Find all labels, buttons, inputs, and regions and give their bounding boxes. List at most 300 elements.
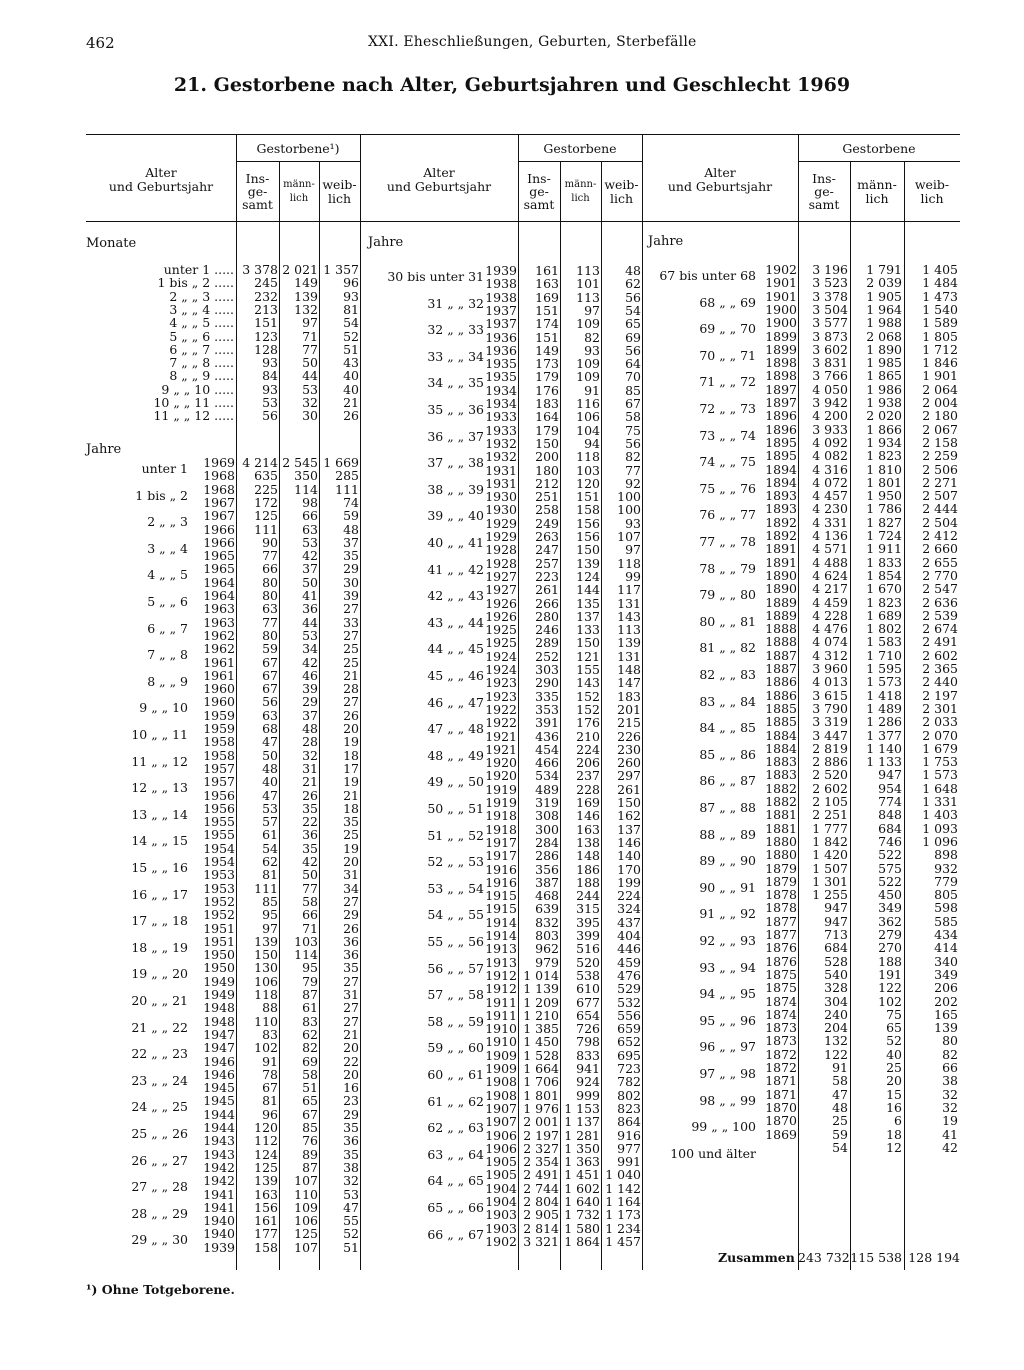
value-maennlich: 82: [584, 329, 600, 345]
value-weiblich: 19: [343, 774, 359, 790]
birth-year: 1928: [485, 555, 517, 571]
value-maennlich: 107: [294, 1239, 318, 1255]
value-insgesamt: 466: [535, 755, 559, 771]
header-subrule-3: [798, 161, 960, 162]
birth-year: 1893: [765, 501, 797, 517]
table-title: 21. Gestorbene nach Alter, Geburtsjahren und Geschlecht 1969: [173, 74, 851, 96]
value-insgesamt: 3 523: [812, 275, 848, 291]
running-header: XXI. Eheschließungen, Geburten, Sterbefälle: [368, 34, 697, 50]
value-weiblich: 107: [617, 529, 641, 544]
value-maennlich: 52: [886, 1033, 902, 1049]
value-maennlich: 42: [302, 548, 318, 564]
age-label: 84 „ „ 85: [699, 720, 756, 736]
birth-year: 1934: [485, 396, 517, 411]
value-insgesamt: 304: [824, 993, 848, 1009]
value-insgesamt: 124: [254, 1146, 278, 1162]
value-weiblich: 1 901: [922, 368, 958, 384]
age-label: 8 „ „ 9: [147, 673, 188, 689]
value-maennlich: 79: [302, 973, 318, 989]
value-weiblich: 2 197: [922, 687, 958, 703]
birth-year: 1942: [203, 1173, 235, 1189]
age-label: 50 „ „ 51: [427, 801, 484, 816]
value-insgesamt: 91: [262, 1053, 278, 1069]
birth-year: 1931: [485, 475, 517, 491]
birth-year: 1948: [203, 1013, 235, 1029]
value-maennlich: 244: [576, 888, 600, 904]
birth-year: 1966: [203, 534, 235, 550]
value-insgesamt: 979: [535, 954, 559, 970]
value-maennlich: 610: [576, 981, 600, 997]
birth-year: 1895: [765, 434, 797, 450]
value-weiblich: 82: [942, 1046, 958, 1062]
value-weiblich: 1 484: [922, 275, 958, 291]
value-weiblich: 25: [343, 827, 359, 843]
birth-year: 1890: [765, 581, 797, 597]
value-maennlich: 95: [302, 960, 318, 976]
birth-year: 1873: [765, 1033, 797, 1049]
birth-year: 1886: [765, 687, 797, 703]
value-maennlich: 1 350: [564, 1140, 600, 1156]
age-label: 74 „ „ 75: [699, 454, 756, 470]
birth-year: 1913: [485, 954, 517, 970]
value-maennlich: 48: [302, 721, 318, 736]
birth-year: 1880: [765, 833, 797, 849]
value-weiblich: 226: [617, 728, 641, 744]
value-weiblich: 21: [343, 667, 359, 683]
value-insgesamt: 88: [262, 1000, 278, 1016]
birth-year: 1900: [765, 301, 797, 317]
header-maenn: männ-: [283, 179, 315, 190]
value-insgesamt: 139: [254, 1173, 278, 1189]
birth-year: 1918: [485, 821, 517, 837]
value-insgesamt: 2 602: [812, 780, 848, 796]
value-weiblich: 2 636: [922, 594, 958, 610]
value-weiblich: 2 602: [922, 647, 958, 663]
value-insgesamt: 95: [262, 907, 278, 923]
birth-year: 1876: [765, 953, 797, 969]
value-maennlich: 61: [302, 1000, 318, 1016]
header-ins: Ins-: [812, 171, 836, 186]
value-insgesamt: 150: [535, 435, 559, 451]
value-maennlich: 12: [886, 1139, 902, 1155]
value-maennlich: 87: [302, 987, 318, 1002]
birth-year: 1941: [203, 1186, 235, 1202]
birth-year: 1954: [203, 840, 235, 856]
birth-year: 1902: [765, 262, 797, 277]
value-weiblich: 19: [343, 840, 359, 856]
birth-year: 1913: [485, 941, 517, 957]
birth-year: 1870: [765, 1113, 797, 1129]
value-insgesamt: 803: [535, 928, 559, 943]
birth-year: 1905: [485, 1154, 517, 1170]
value-insgesamt: 335: [535, 688, 559, 704]
age-label: 45 „ „ 46: [427, 668, 484, 683]
value-weiblich: 21: [343, 395, 359, 410]
value-weiblich: 41: [942, 1126, 958, 1142]
value-maennlich: 30: [302, 408, 318, 424]
birth-year: 1935: [485, 356, 517, 372]
value-weiblich: 25: [343, 641, 359, 657]
age-label: 17 „ „ 18: [131, 913, 188, 929]
value-insgesamt: 120: [254, 1120, 278, 1135]
section-jahre: Jahre: [86, 442, 122, 457]
value-maennlich: 1 451: [564, 1167, 600, 1183]
birth-year: 1923: [485, 675, 517, 691]
birth-year: 1952: [203, 907, 235, 923]
birth-year: 1888: [765, 634, 797, 650]
birth-year: 1928: [485, 542, 517, 558]
value-insgesamt: 118: [254, 987, 278, 1002]
value-insgesamt: 102: [254, 1040, 278, 1056]
value-insgesamt: 48: [262, 760, 278, 776]
value-weiblich: 1 669: [323, 455, 359, 470]
value-weiblich: 27: [343, 893, 359, 909]
value-maennlich: 21: [302, 774, 318, 790]
birth-year: 1926: [485, 608, 517, 624]
value-insgesamt: 59: [832, 1126, 848, 1142]
value-weiblich: 35: [343, 1146, 359, 1162]
value-weiblich: 32: [942, 1099, 958, 1115]
birth-year: 1966: [203, 521, 235, 537]
value-insgesamt: 540: [824, 966, 848, 982]
value-maennlich: 684: [878, 820, 902, 836]
value-maennlich: 1 938: [866, 395, 902, 410]
age-label: 15 „ „ 16: [131, 860, 188, 875]
value-maennlich: 125: [294, 1226, 318, 1242]
birth-year: 1938: [485, 289, 517, 305]
value-maennlich: 349: [878, 900, 902, 916]
value-insgesamt: 112: [254, 1133, 278, 1149]
value-insgesamt: 176: [535, 382, 559, 398]
birth-year: 1933: [485, 422, 517, 438]
age-label: 80 „ „ 81: [699, 613, 756, 629]
value-maennlich: 1 986: [866, 381, 902, 397]
value-weiblich: 183: [617, 688, 641, 704]
value-insgesamt: 3 602: [812, 341, 848, 357]
value-weiblich: 215: [617, 715, 641, 731]
age-label: 31 „ „ 32: [427, 295, 484, 311]
value-insgesamt: 225: [254, 481, 278, 497]
value-maennlich: 315: [576, 901, 600, 917]
age-label: 70 „ „ 71: [699, 347, 756, 363]
value-weiblich: 36: [343, 947, 359, 963]
birth-year: 1967: [203, 494, 235, 510]
birth-year: 1958: [203, 747, 235, 763]
birth-year: 1929: [485, 529, 517, 544]
value-maennlich: 1 153: [564, 1100, 600, 1116]
age-label: 28 „ „ 29: [131, 1205, 188, 1221]
birth-year: 1885: [765, 700, 797, 716]
value-insgesamt: 93: [262, 355, 278, 371]
value-maennlich: 279: [878, 927, 902, 942]
value-insgesamt: 151: [254, 315, 278, 331]
value-insgesamt: 67: [262, 667, 278, 683]
value-weiblich: 2 158: [922, 434, 958, 450]
value-maennlich: 114: [294, 947, 318, 963]
value-insgesamt: 2 804: [523, 1194, 559, 1209]
value-insgesamt: 81: [262, 867, 278, 883]
value-maennlich: 270: [878, 940, 902, 956]
birth-year: 1897: [765, 395, 797, 410]
age-label: 83 „ „ 84: [699, 693, 756, 709]
age-label: 53 „ „ 54: [427, 880, 484, 896]
value-insgesamt: 1 507: [812, 860, 848, 876]
age-label: 76 „ „ 77: [699, 507, 756, 523]
value-insgesamt: 54: [832, 1139, 848, 1155]
value-insgesamt: 63: [262, 707, 278, 723]
value-insgesamt: 240: [824, 1006, 848, 1022]
value-maennlich: 87: [302, 1159, 318, 1175]
birth-year: 1933: [485, 409, 517, 425]
value-weiblich: 165: [934, 1006, 958, 1022]
value-weiblich: 29: [343, 1106, 359, 1122]
value-weiblich: 51: [343, 341, 359, 357]
birth-year: 1946: [203, 1053, 235, 1069]
age-label: 34 „ „ 35: [427, 375, 484, 391]
value-maennlich: 176: [576, 715, 600, 731]
value-insgesamt: 47: [262, 787, 278, 803]
value-maennlich: 146: [576, 808, 600, 824]
age-label: 30 bis unter 31: [387, 269, 484, 284]
birth-year: 1960: [203, 681, 235, 697]
value-insgesamt: 130: [254, 960, 278, 976]
age-label: 10 „ „ 11 .....: [153, 395, 234, 410]
total-maennlich: 115 538: [850, 1250, 902, 1265]
value-insgesamt: 261: [535, 582, 559, 598]
value-insgesamt: 2 886: [812, 754, 848, 770]
value-maennlich: 149: [294, 275, 318, 291]
value-insgesamt: 179: [535, 422, 559, 438]
value-insgesamt: 110: [254, 1013, 278, 1029]
value-maennlich: 538: [576, 967, 600, 983]
age-label: 77 „ „ 78: [699, 534, 756, 549]
age-label: 20 „ „ 21: [131, 993, 188, 1008]
value-maennlich: 1 827: [866, 514, 902, 530]
value-weiblich: 823: [617, 1100, 641, 1116]
birth-year: 1903: [485, 1207, 517, 1223]
value-weiblich: 148: [617, 662, 641, 677]
value-insgesamt: 3 615: [812, 687, 848, 703]
birth-year: 1936: [485, 329, 517, 345]
value-insgesamt: 2 814: [523, 1220, 559, 1236]
birth-year: 1909: [485, 1047, 517, 1063]
value-maennlich: 103: [294, 933, 318, 949]
value-weiblich: 51: [343, 1239, 359, 1255]
birth-year: 1885: [765, 714, 797, 730]
value-maennlich: 120: [576, 475, 600, 491]
value-weiblich: 21: [343, 787, 359, 803]
value-weiblich: 38: [942, 1073, 958, 1089]
birth-year: 1890: [765, 567, 797, 583]
value-maennlich: 924: [576, 1074, 600, 1090]
header-alter: Alter: [145, 165, 177, 180]
value-weiblich: 2 674: [922, 621, 958, 637]
age-label: 4 „ „ 5 .....: [169, 315, 234, 331]
birth-year: 1922: [485, 715, 517, 731]
birth-year: 1905: [485, 1167, 517, 1183]
age-label: 13 „ „ 14: [131, 806, 188, 822]
value-weiblich: 261: [617, 781, 641, 797]
birth-year: 1891: [765, 554, 797, 570]
age-label: 4 „ „ 5: [147, 567, 188, 583]
birth-year: 1887: [765, 647, 797, 663]
value-weiblich: 100: [617, 489, 641, 505]
value-insgesamt: 213: [254, 301, 278, 317]
value-weiblich: 202: [934, 993, 958, 1009]
age-label: 42 „ „ 43: [427, 588, 484, 604]
value-weiblich: 47: [343, 1199, 359, 1215]
value-maennlich: 150: [576, 635, 600, 651]
value-insgesamt: 47: [832, 1086, 848, 1102]
value-insgesamt: 4 136: [812, 528, 848, 543]
age-label: 51 „ „ 52: [427, 827, 484, 843]
value-weiblich: 1 093: [922, 820, 958, 836]
value-weiblich: 2 504: [922, 514, 958, 530]
value-weiblich: 2 539: [922, 607, 958, 623]
birth-year: 1938: [485, 276, 517, 292]
value-weiblich: 659: [617, 1021, 641, 1037]
value-weiblich: 139: [617, 635, 641, 651]
age-label: 86 „ „ 87: [699, 773, 756, 789]
birth-year: 1968: [203, 468, 235, 484]
value-weiblich: 529: [617, 981, 641, 997]
birth-year: 1903: [485, 1220, 517, 1236]
value-weiblich: 2 271: [922, 474, 958, 490]
value-maennlich: 36: [302, 827, 318, 843]
value-weiblich: 18: [343, 747, 359, 763]
value-insgesamt: 62: [262, 854, 278, 869]
value-maennlich: 18: [886, 1126, 902, 1142]
value-maennlich: 103: [576, 462, 600, 478]
value-maennlich: 1 377: [866, 727, 902, 743]
value-weiblich: 224: [617, 888, 641, 904]
value-weiblich: 35: [343, 960, 359, 976]
value-maennlich: 51: [302, 1080, 318, 1096]
birth-year: 1921: [485, 741, 517, 757]
value-insgesamt: 68: [262, 721, 278, 736]
value-weiblich: 54: [625, 302, 641, 318]
birth-year: 1925: [485, 622, 517, 638]
value-insgesamt: 289: [535, 635, 559, 651]
age-label: 54 „ „ 55: [427, 907, 484, 923]
value-insgesamt: 4 312: [812, 647, 848, 663]
birth-year: 1898: [765, 368, 797, 384]
value-weiblich: 19: [343, 734, 359, 750]
value-maennlich: 102: [878, 993, 902, 1009]
value-insgesamt: 284: [535, 834, 559, 850]
value-maennlich: 1 802: [866, 621, 902, 637]
birth-year: 1939: [485, 263, 517, 278]
value-maennlich: 94: [584, 435, 600, 451]
age-label: 62 „ „ 63: [427, 1120, 484, 1136]
age-label: 65 „ „ 66: [427, 1200, 484, 1215]
header-samt: samt: [808, 197, 840, 212]
birth-year: 1896: [765, 408, 797, 424]
birth-year: 1961: [203, 667, 235, 683]
birth-year: 1909: [485, 1061, 517, 1076]
birth-year: 1953: [203, 880, 235, 896]
value-maennlich: 1 854: [866, 567, 902, 583]
value-maennlich: 121: [576, 648, 600, 664]
value-weiblich: 131: [617, 595, 641, 611]
value-maennlich: 1 864: [564, 1233, 600, 1249]
mortality-table: [86, 132, 960, 1270]
birth-year: 1884: [765, 740, 797, 756]
header-ins: Ins-: [245, 171, 270, 186]
birth-year: 1911: [485, 1007, 517, 1023]
birth-year: 1883: [765, 754, 797, 770]
value-insgesamt: 286: [535, 848, 559, 864]
value-insgesamt: 266: [535, 595, 559, 611]
value-maennlich: 1 710: [866, 647, 902, 663]
table-top-rule: [86, 134, 960, 135]
value-maennlich: 44: [302, 368, 318, 384]
value-maennlich: 75: [886, 1006, 902, 1022]
value-weiblich: 695: [617, 1047, 641, 1063]
value-maennlich: 22: [302, 814, 318, 830]
value-weiblich: 27: [343, 694, 359, 710]
value-weiblich: 532: [617, 994, 641, 1010]
value-insgesamt: 2 251: [812, 807, 848, 823]
value-maennlich: 1 890: [866, 341, 902, 357]
value-weiblich: 67: [625, 396, 641, 411]
value-insgesamt: 96: [262, 1106, 278, 1122]
birth-year: 1934: [485, 382, 517, 398]
value-maennlich: 82: [302, 1040, 318, 1056]
value-insgesamt: 4 459: [812, 594, 848, 610]
birth-year: 1969: [203, 455, 235, 470]
value-insgesamt: 639: [535, 901, 559, 917]
age-label: 68 „ „ 69: [699, 294, 756, 310]
value-insgesamt: 947: [824, 913, 848, 929]
birth-year: 1944: [203, 1120, 235, 1135]
birth-year: 1884: [765, 727, 797, 743]
birth-year: 1873: [765, 1020, 797, 1036]
value-weiblich: 113: [617, 622, 641, 638]
value-maennlich: 50: [302, 355, 318, 371]
age-label: 1 bis „ 2 .....: [157, 275, 234, 291]
age-label: 19 „ „ 20: [131, 966, 188, 982]
value-insgesamt: 356: [535, 861, 559, 877]
age-label: 46 „ „ 47: [427, 694, 484, 710]
value-maennlich: 798: [576, 1034, 600, 1050]
age-label: 6 „ „ 7: [147, 620, 188, 636]
value-maennlich: 106: [576, 409, 600, 425]
value-insgesamt: 1 301: [812, 873, 848, 889]
value-maennlich: 1 363: [564, 1154, 600, 1170]
value-insgesamt: 2 327: [523, 1140, 559, 1156]
value-insgesamt: 328: [824, 980, 848, 996]
value-weiblich: 23: [343, 1093, 359, 1109]
value-maennlich: 399: [576, 928, 600, 943]
age-label: 61 „ „ 62: [427, 1093, 484, 1109]
value-weiblich: 42: [942, 1139, 958, 1155]
age-label: 7 „ „ 8 .....: [169, 355, 234, 371]
value-weiblich: 55: [343, 1213, 359, 1229]
value-maennlich: 1 573: [866, 674, 902, 690]
value-maennlich: 20: [886, 1073, 902, 1089]
value-weiblich: 404: [617, 928, 641, 943]
value-maennlich: 395: [576, 914, 600, 930]
value-maennlich: 37: [302, 561, 318, 577]
birth-year: 1886: [765, 674, 797, 690]
age-label: 22 „ „ 23: [131, 1046, 188, 1062]
value-insgesamt: 84: [262, 368, 278, 384]
value-maennlich: 116: [576, 396, 600, 411]
value-weiblich: 28: [343, 681, 359, 697]
value-weiblich: 39: [343, 588, 359, 603]
value-insgesamt: 67: [262, 681, 278, 697]
